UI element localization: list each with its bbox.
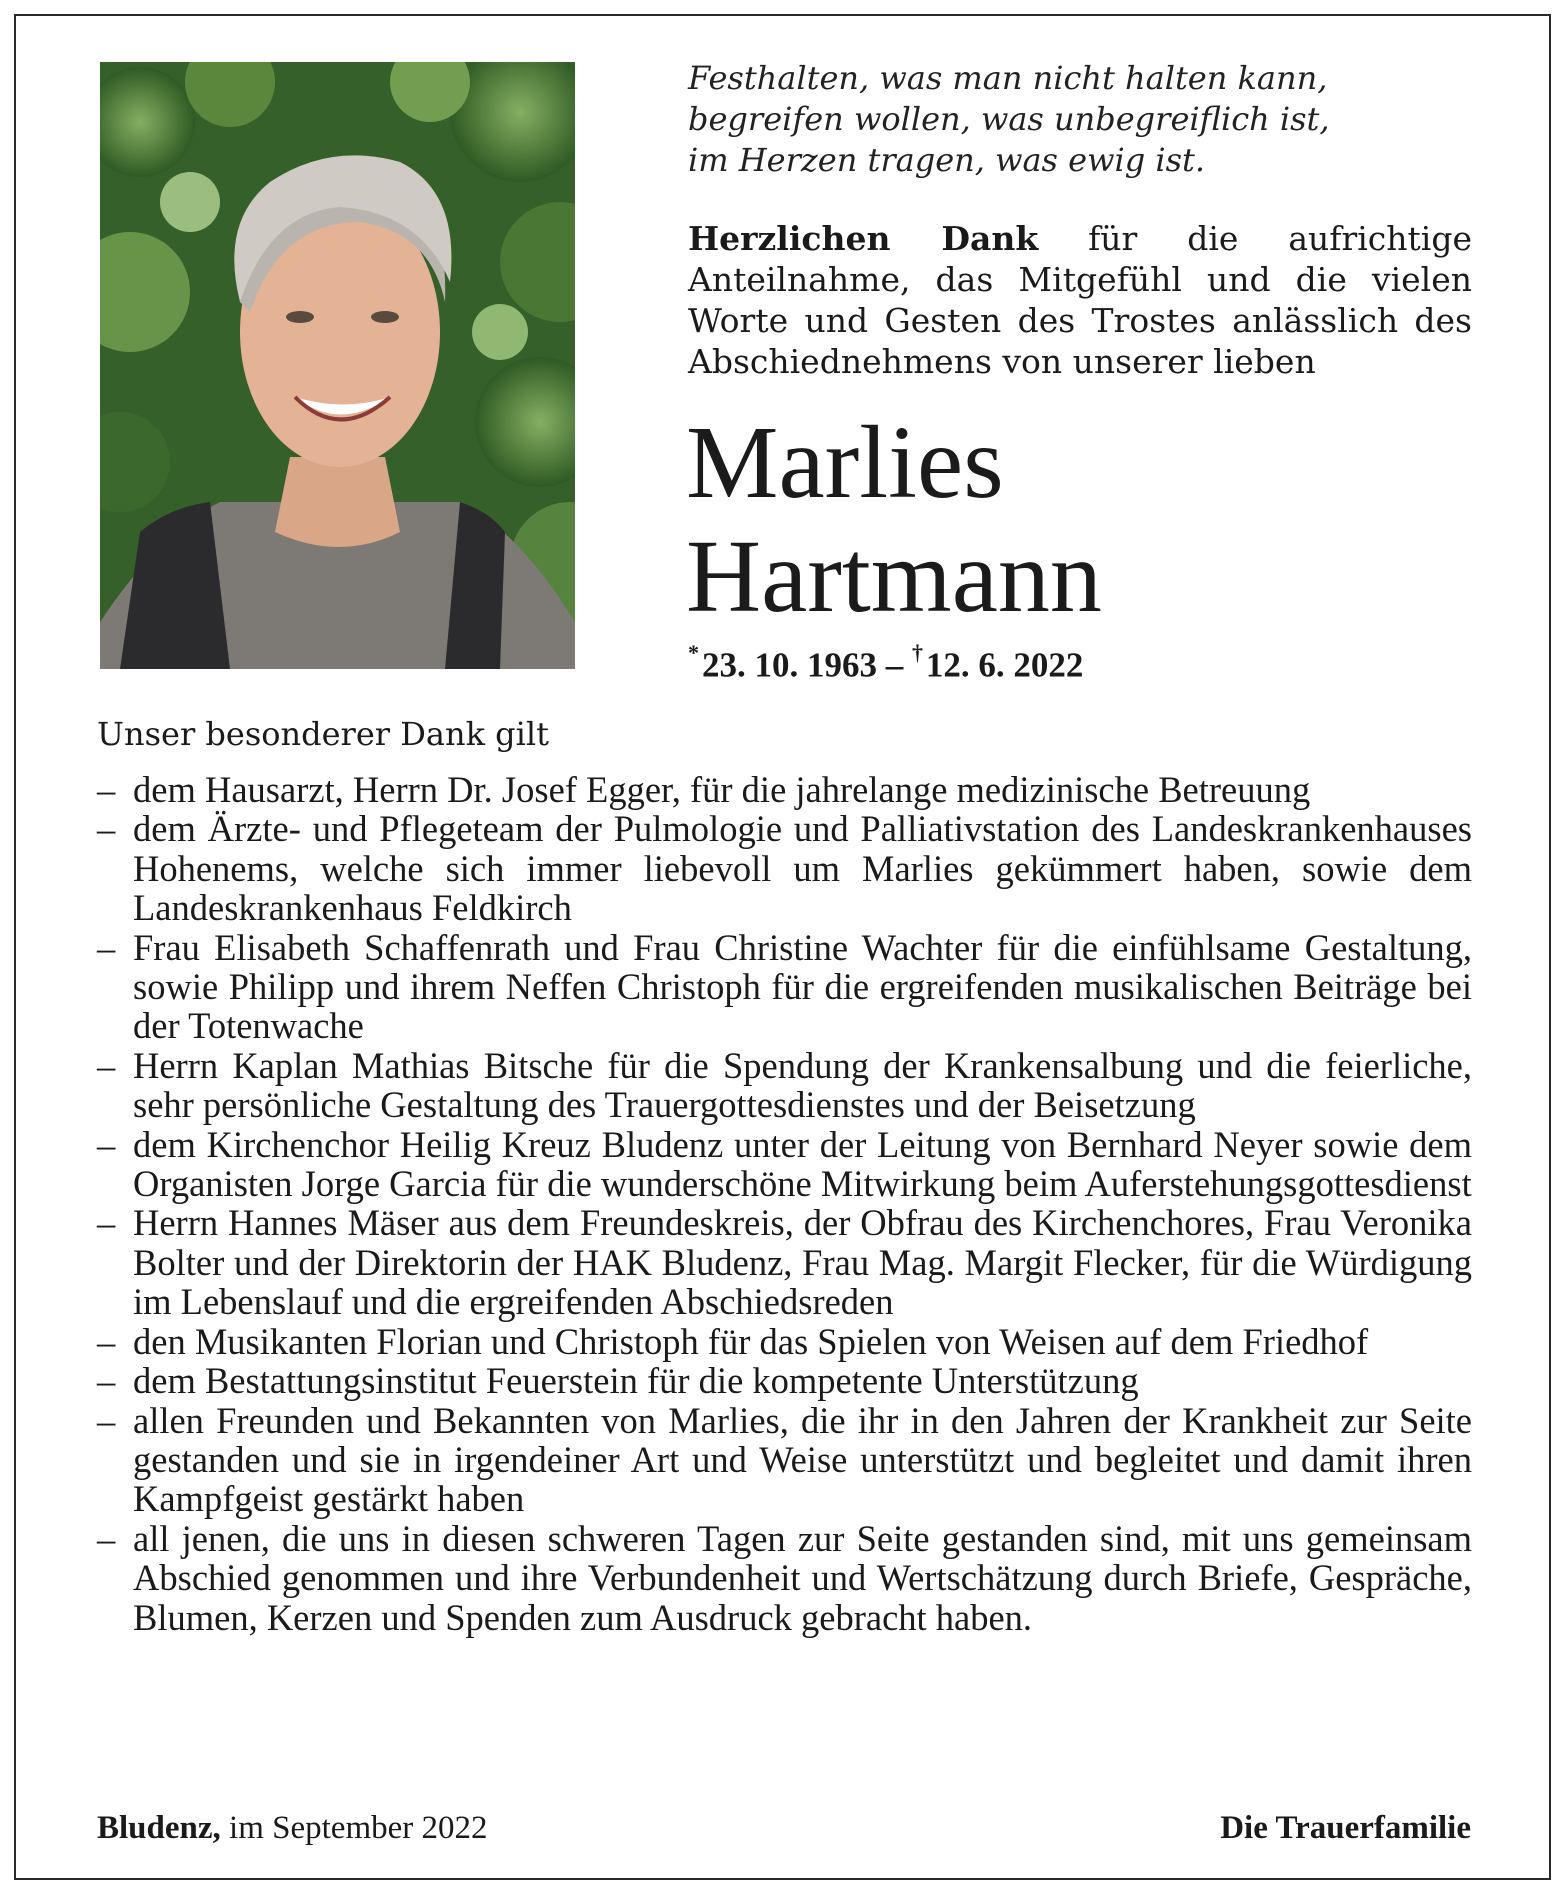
list-item	[97, 1046, 1472, 1125]
list-item-text: dem Bestattungsinstitut Feuerstein für die kompetente Unterstützung	[133, 1360, 1139, 1402]
poem-line: begreifen wollen, was unbegreiflich ist,	[688, 100, 1330, 138]
list-item	[97, 1322, 1472, 1361]
list-item	[97, 770, 1472, 809]
thanks-heading: Herzlichen Dank	[688, 219, 1039, 258]
list-item-text: all jenen, die uns in diesen schweren Tagen zur Seite gestanden sind, mit uns gemeinsam Abschied genommen und ihre Verbundenheit und Wertschätzung durch Briefe, Gespräche, Blumen, Kerzen und Spenden zum Ausdruck gebracht haben.	[133, 1517, 1472, 1638]
life-dates	[688, 637, 1083, 686]
deceased-name	[686, 406, 1486, 634]
last-name: Hartmann	[686, 519, 1102, 634]
dash-bullet: –	[97, 1044, 116, 1086]
list-item	[97, 809, 1472, 927]
birth-date: 23. 10. 1963	[701, 645, 877, 685]
date-separator: –	[876, 645, 912, 685]
portrait-photo	[100, 62, 575, 669]
dash-bullet: –	[97, 1320, 116, 1362]
dash-bullet: –	[97, 1360, 116, 1402]
place-and-date	[97, 1808, 488, 1848]
place: Bludenz,	[97, 1810, 221, 1846]
poem-line: Festhalten, was man nicht halten kann,	[688, 59, 1328, 97]
dash-bullet: –	[97, 1517, 116, 1559]
dash-bullet: –	[97, 769, 116, 810]
list-item-text: Frau Elisabeth Schaffenrath und Frau Christine Wachter für die einfühlsame Gestaltung, sowie Philipp und ihrem Neffen Christoph für die ergreifenden musikalischen Beiträge bei der Totenwache	[133, 926, 1472, 1047]
list-item-text: dem Kirchenchor Heilig Kreuz Bludenz unter der Leitung von Bernhard Neyer sowie dem Organisten Jorge Garcia für die wunderschöne Mitwirkung beim Auferstehungsgottesdienst	[133, 1123, 1472, 1205]
first-name: Marlies	[686, 405, 1004, 520]
birth-symbol: *	[688, 640, 699, 665]
list-item	[97, 1203, 1472, 1321]
acknowledgement-intro: Unser besonderer Dank gilt	[97, 715, 549, 753]
poem	[688, 58, 1478, 181]
dash-bullet: –	[97, 808, 116, 850]
list-item-text: dem Ärzte- und Pflegeteam der Pulmologie und Palliativstation des Landeskrankenhauses Hohenems, welche sich immer liebevoll um Marlies gekümmert haben, sowie dem Landeskrankenhaus Feldkirch	[133, 808, 1472, 929]
death-date: 12. 6. 2022	[925, 645, 1084, 685]
thanks-paragraph	[688, 218, 1472, 382]
list-item-text: Herrn Hannes Mäser aus dem Freundeskreis, der Obfrau des Kirchenchores, Frau Veronika Bolter und der Direktorin der HAK Bludenz, Frau Mag. Margit Flecker, für die Würdigung im Lebenslauf und die ergreifenden Abschiedsreden	[133, 1202, 1472, 1323]
dash-bullet: –	[97, 1123, 116, 1165]
thanks-text: für die aufrichtige Anteilnahme, das Mitgefühl und die vielen Worte und Gesten des Trostes anlässlich des Abschiednehmens von unserer lieben	[688, 219, 1472, 381]
death-symbol: †	[911, 640, 923, 665]
dash-bullet: –	[97, 926, 116, 968]
list-item-text: allen Freunden und Bekannten von Marlies, die ihr in den Jahren der Krankheit zur Seite gestanden und sie in irgendeiner Art und Weise unterstützt und begleitet und damit ihren Kampfgeist gestärkt haben	[133, 1399, 1472, 1520]
list-item	[97, 1361, 1472, 1400]
signature: Die Trauerfamilie	[1220, 1810, 1471, 1846]
list-item	[97, 1519, 1472, 1637]
list-item-text: Herrn Kaplan Mathias Bitsche für die Spendung der Krankensalbung und die feierliche, sehr persönliche Gestaltung des Trauergottesdienstes und der Beisetzung	[133, 1044, 1472, 1126]
poem-line: im Herzen tragen, was ewig ist.	[688, 141, 1206, 179]
dash-bullet: –	[97, 1202, 116, 1244]
list-item-text: dem Hausarzt, Herrn Dr. Josef Egger, für die jahrelange medizinische Betreuung	[133, 769, 1311, 810]
list-item	[97, 1401, 1472, 1519]
acknowledgement-list	[97, 770, 1472, 1637]
list-item	[97, 1125, 1472, 1204]
list-item-text: den Musikanten Florian und Christoph für das Spielen von Weisen auf dem Friedhof	[133, 1320, 1369, 1362]
date: im September 2022	[220, 1810, 488, 1846]
list-item	[97, 928, 1472, 1046]
dash-bullet: –	[97, 1399, 116, 1441]
